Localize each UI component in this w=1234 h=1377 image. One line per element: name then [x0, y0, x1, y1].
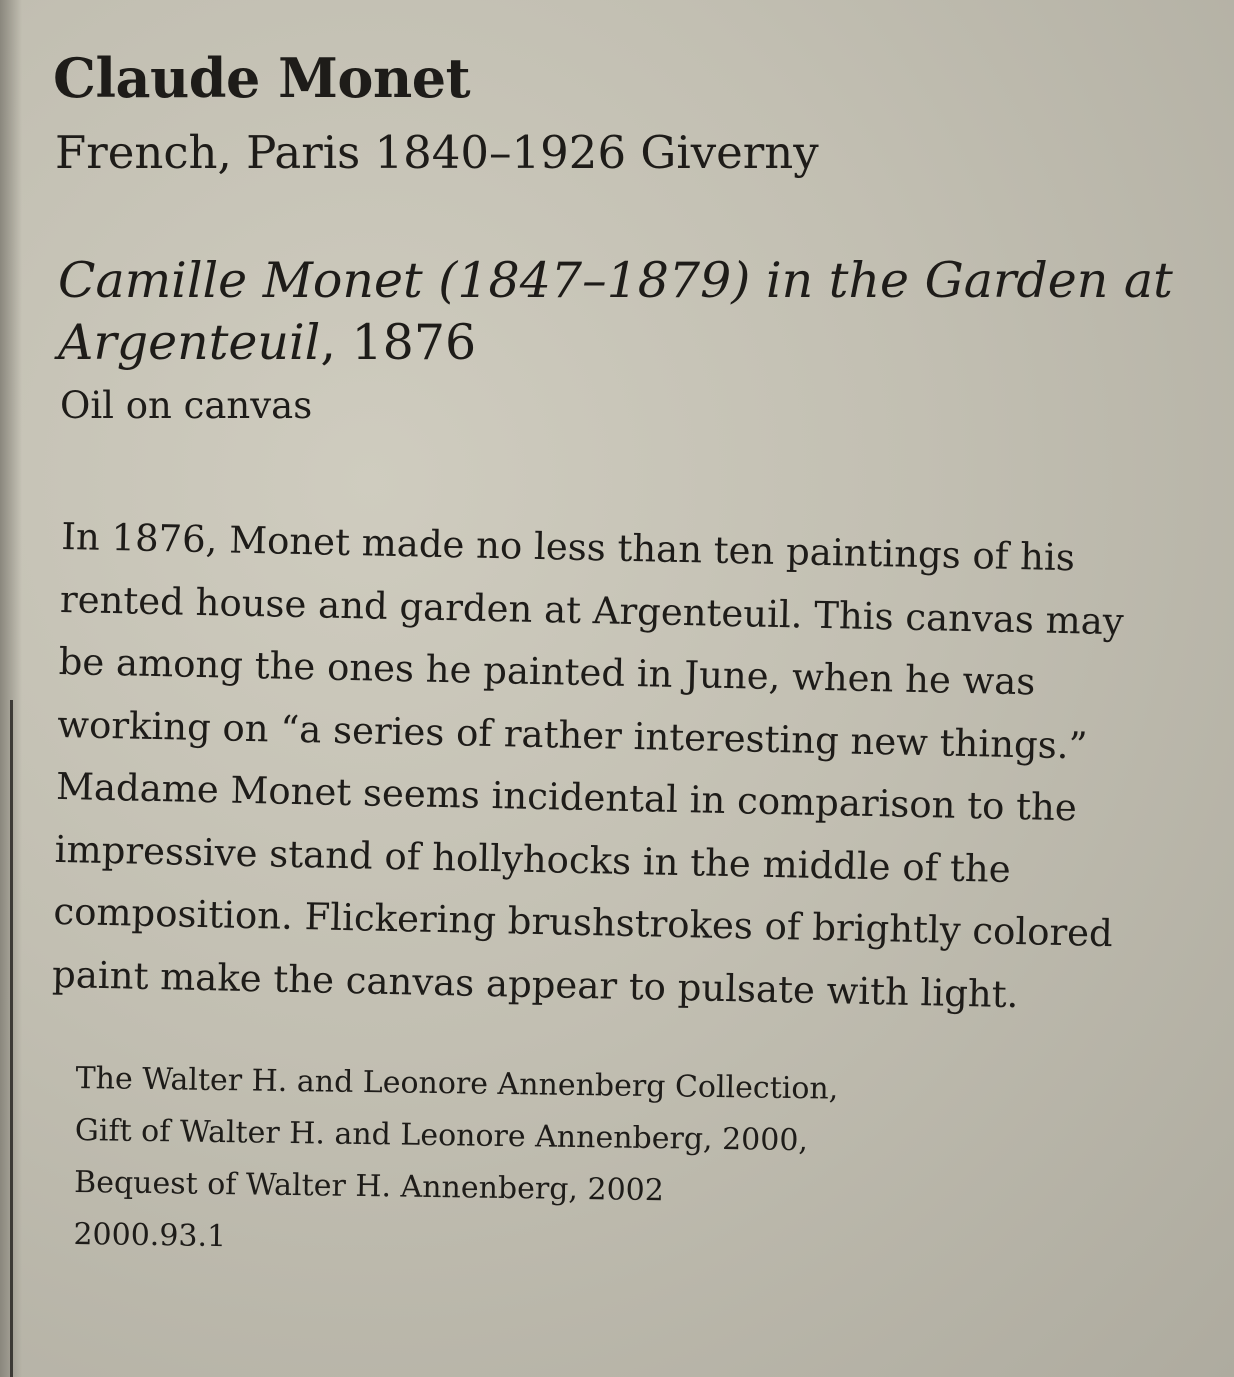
description-line: working on “a series of rather interesting new things.”: [56, 702, 1088, 768]
title-line-1: Camille Monet (1847–1879) in the Garden at: [58, 252, 1173, 309]
description-line: impressive stand of hollyhocks in the middle of the: [54, 827, 1012, 891]
description-line: be among the ones he painted in June, when he was: [58, 639, 1036, 704]
accession-number: 2000.93.1: [73, 1216, 227, 1255]
artist-name: Claude Monet: [53, 46, 471, 110]
description-line: rented house and garden at Argenteuil. This canvas may: [59, 577, 1125, 643]
artist-bio: French, Paris 1840–1926 Giverny: [55, 126, 819, 179]
description-paragraph: [52, 506, 1182, 1029]
artwork-medium: Oil on canvas: [60, 384, 313, 427]
frame-edge: [10, 700, 13, 1377]
title-line-2: Argenteuil: [58, 314, 321, 371]
description-line: composition. Flickering brushstrokes of brightly colored: [53, 889, 1114, 956]
credit-line: The Walter H. and Leonore Annenberg Collection,: [75, 1060, 839, 1107]
description-line: In 1876, Monet made no less than ten paintings of his: [60, 514, 1076, 580]
credit-line: Bequest of Walter H. Annenberg, 2002: [73, 1164, 665, 1209]
credit-line: Gift of Walter H. and Leonore Annenberg, 2000,: [74, 1112, 809, 1159]
artwork-title: [58, 250, 1198, 374]
description-line: Madame Monet seems incidental in comparison to the: [55, 764, 1078, 830]
credit-line-block: [73, 1053, 976, 1274]
description-line: paint make the canvas appear to pulsate with light.: [51, 952, 1019, 1016]
title-date: , 1876: [320, 314, 477, 371]
